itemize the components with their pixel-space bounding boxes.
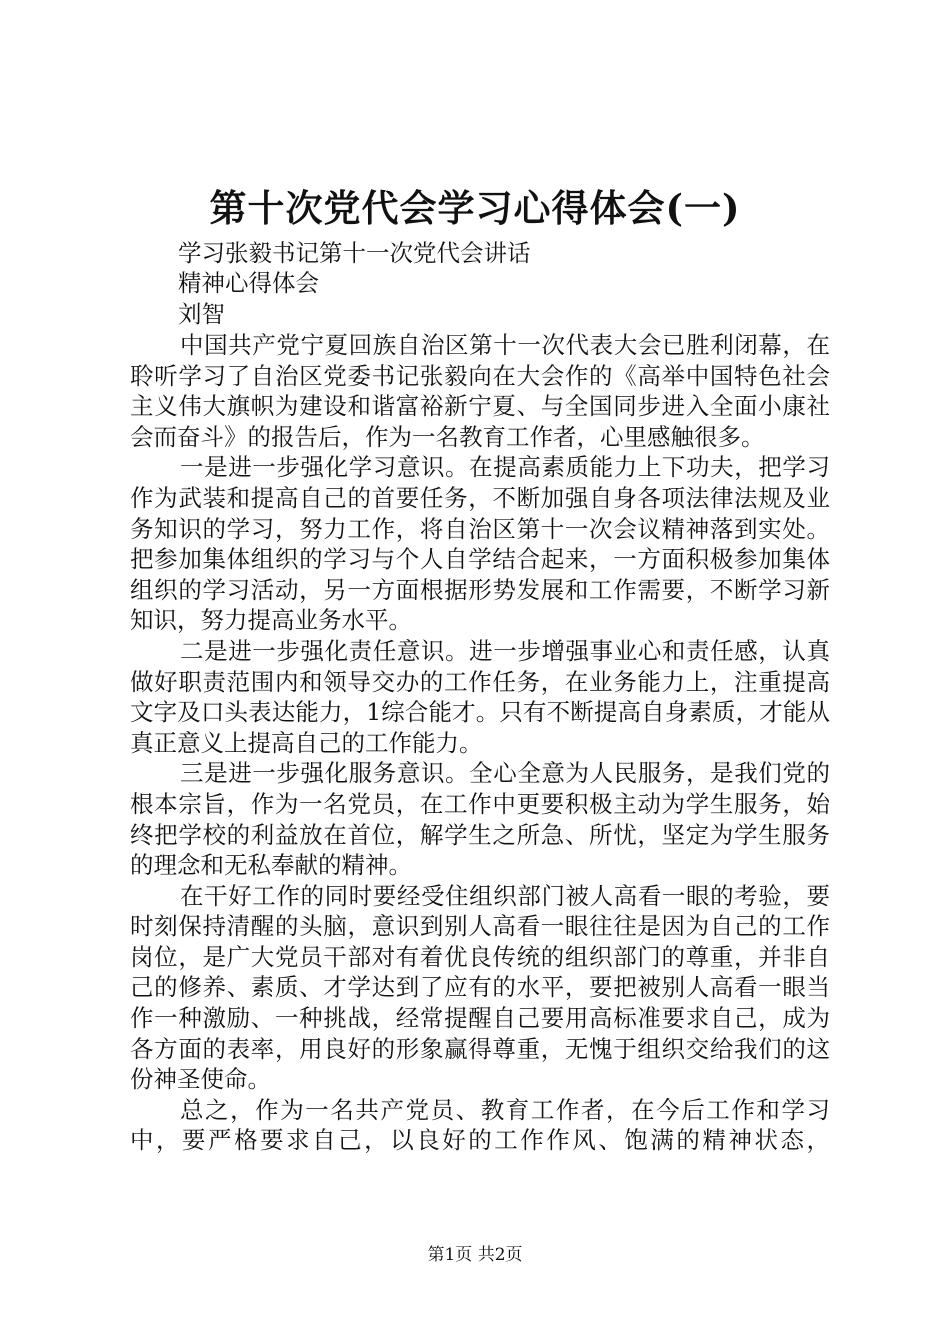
page-footer: 第1页 共2页	[427, 1245, 523, 1265]
paragraph-intro: 中国共产党宁夏回族自治区第十一次代表大会已胜利闭幕，在聆听学习了自治区党委书记张毅向在大会作的《高举中国特色社会主义伟大旗帜为建设和谐富裕新宁夏、与全国同步进入全面小康社会而奋斗》的报告后，作为一名教育工作者，心里感触很多。	[130, 331, 830, 451]
document-title: 第十次党代会学习心得体会(一)	[209, 186, 741, 230]
paragraph-self-awareness: 在干好工作的同时要经受住组织部门被人高看一眼的考验，要时刻保持清醒的头脑，意识到别人高看一眼往往是因为自己的工作岗位，是广大党员干部对有着优良传统的组织部门的尊重，并非自己的修养、素质、才学达到了应有的水平，要把被别人高看一眼当作一种激励、一种挑战，经常提醒自己要用高标准要求自己，成为各方面的表率，用良好的形象赢得尊重，无愧于组织交给我们的这份神圣使命。	[130, 881, 830, 1094]
subtitle-line-1: 学习张毅书记第十一次党代会讲话	[178, 239, 531, 267]
document-body	[130, 330, 830, 1156]
author-name: 刘智	[178, 300, 225, 328]
paragraph-service-awareness: 三是进一步强化服务意识。全心全意为人民服务，是我们党的根本宗旨，作为一名党员，在工作中更要积极主动为学生服务，始终把学校的利益放在首位，解学生之所急、所忧，坚定为学生服务的理念和无私奉献的精神。	[130, 759, 830, 880]
paragraph-conclusion: 总之，作为一名共产党员、教育工作者，在今后工作和学习中，要严格要求自己，以良好的工作作风、饱满的精神状态，	[130, 1095, 830, 1155]
paragraph-responsibility-awareness: 二是进一步强化责任意识。进一步增强事业心和责任感，认真做好职责范围内和领导交办的工作任务，在业务能力上，注重提高文字及口头表达能力，1综合能才。只有不断提高自身素质，才能从真正意义上提高自己的工作能力。	[130, 636, 830, 757]
subtitle-line-2: 精神心得体会	[178, 269, 319, 297]
paragraph-study-awareness: 一是进一步强化学习意识。在提高素质能力上下功夫，把学习作为武装和提高自己的首要任务，不断加强自身各项法律法规及业务知识的学习，努力工作，将自治区第十一次会议精神落到实处。把参加集体组织的学习与个人自学结合起来，一方面积极参加集体组织的学习活动，另一方面根据形势发展和工作需要，不断学习新知识，努力提高业务水平。	[130, 453, 830, 635]
